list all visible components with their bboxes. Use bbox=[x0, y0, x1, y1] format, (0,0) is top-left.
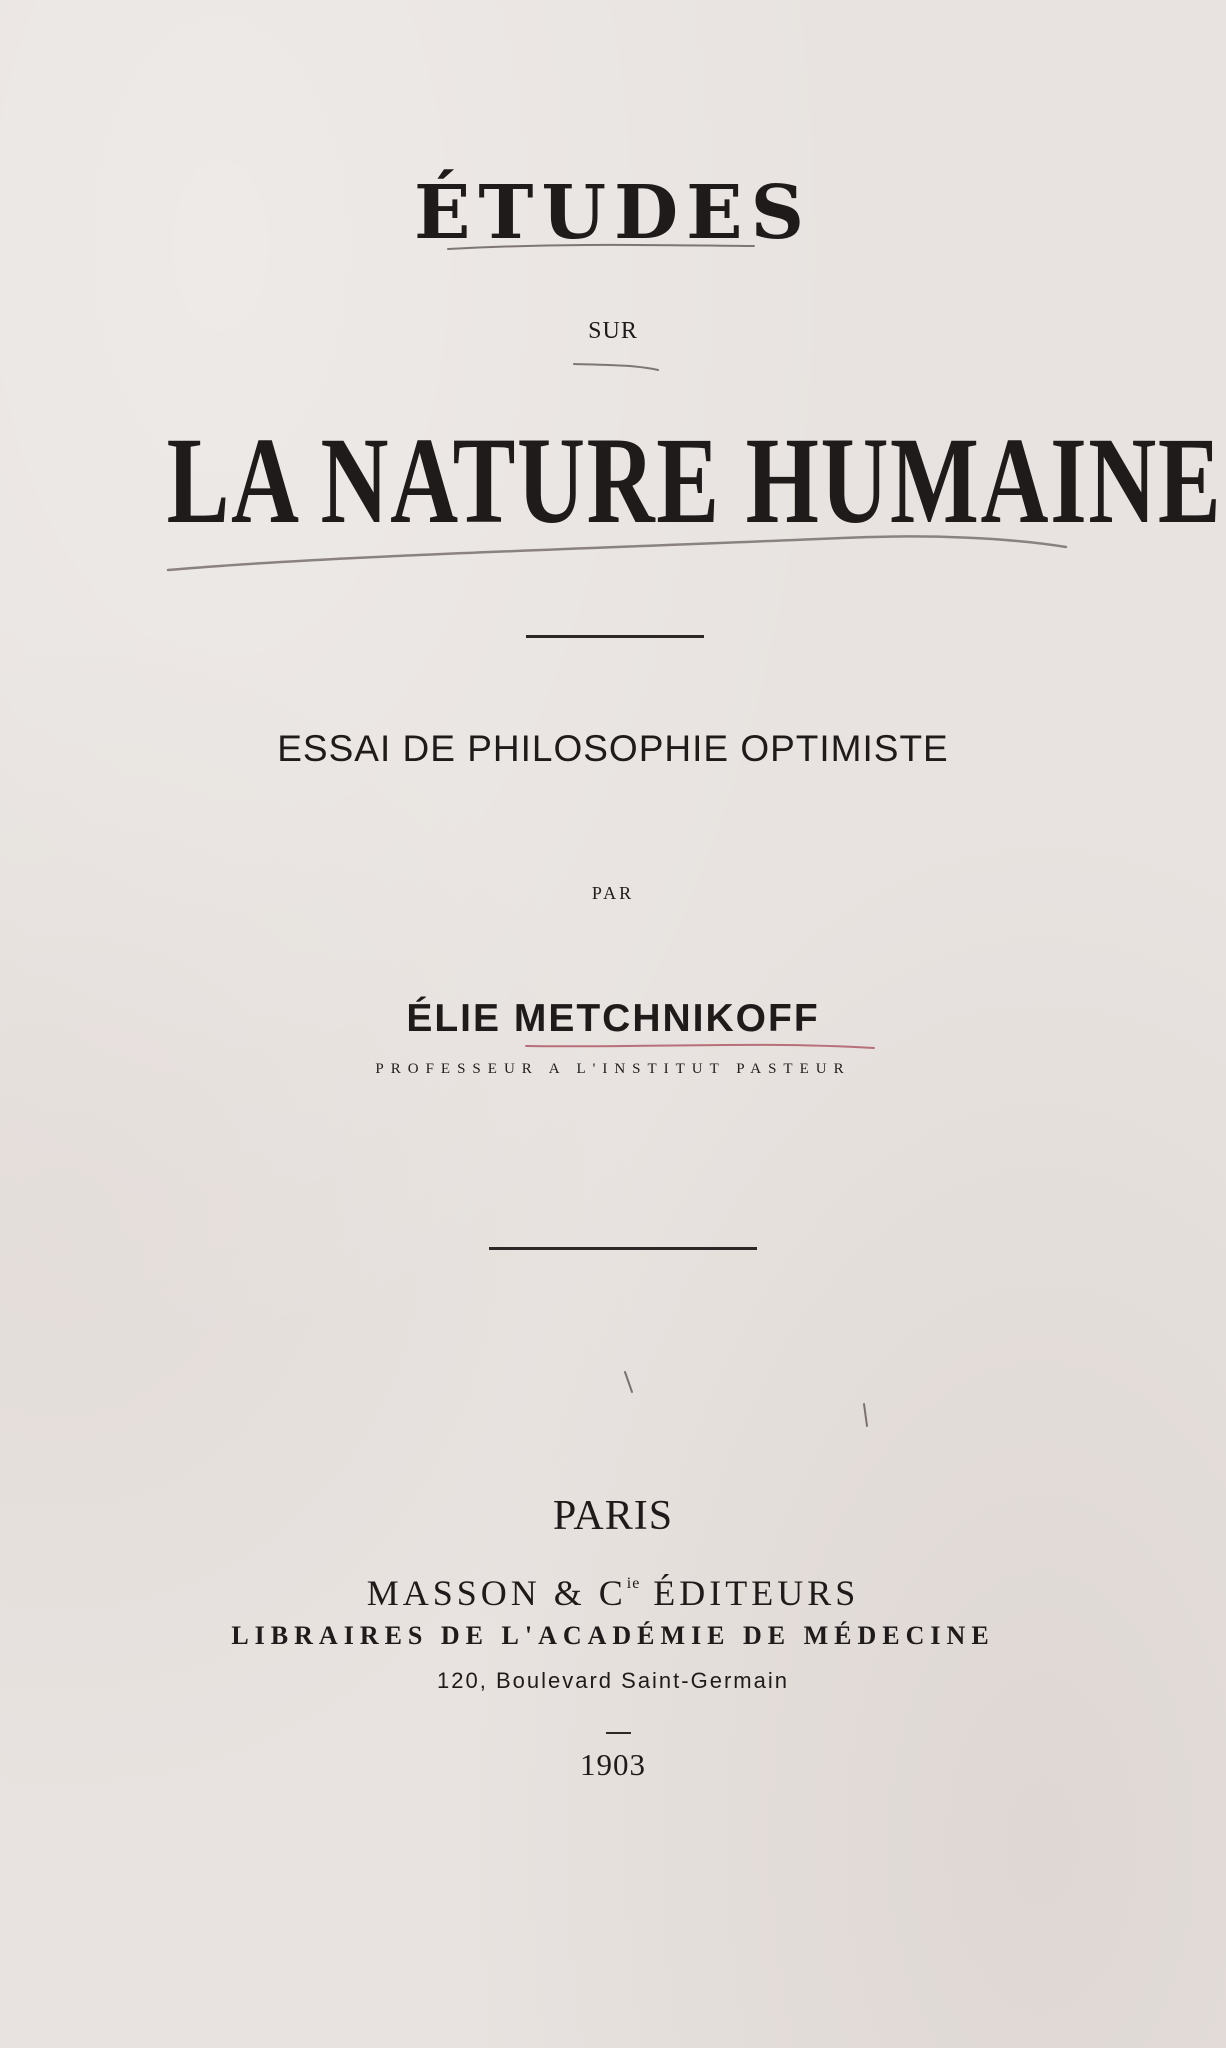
publisher-academy-line: LIBRAIRES DE L'ACADÉMIE DE MÉDECINE bbox=[231, 1621, 995, 1650]
byline-prefix: PAR bbox=[591, 883, 635, 903]
ornamental-rule-middle bbox=[489, 1247, 757, 1250]
paper-speck-1 bbox=[625, 1372, 632, 1392]
book-main-title bbox=[0, 412, 1226, 549]
publisher-name: MASSON & C bbox=[366, 1573, 627, 1613]
book-main-title-text: LA NATURE HUMAINE bbox=[166, 412, 1223, 549]
book-title-connector: SUR bbox=[588, 318, 638, 344]
author-affiliation: PROFESSEUR A L'INSTITUT PASTEUR bbox=[375, 1061, 851, 1077]
author-name: ÉLIE METCHNIKOFF bbox=[406, 997, 820, 1040]
small-rule-above-year bbox=[606, 1732, 631, 1734]
paper-speck-2 bbox=[864, 1404, 867, 1426]
publisher-role: ÉDITEURS bbox=[653, 1573, 860, 1613]
book-subtitle: ESSAI DE PHILOSOPHIE OPTIMISTE bbox=[277, 728, 949, 769]
pencil-underline-sur bbox=[574, 364, 658, 370]
publisher-line bbox=[0, 1572, 1226, 1614]
ornamental-rule-top bbox=[526, 635, 704, 638]
publisher-superscript: ie bbox=[626, 1575, 641, 1592]
pencil-red-underline-author bbox=[526, 1045, 874, 1048]
publication-year: 1903 bbox=[580, 1747, 646, 1782]
book-title-top-line: ÉTUDES bbox=[413, 170, 813, 256]
publication-city: PARIS bbox=[552, 1493, 674, 1539]
publisher-address: 120, Boulevard Saint-Germain bbox=[437, 1668, 789, 1693]
